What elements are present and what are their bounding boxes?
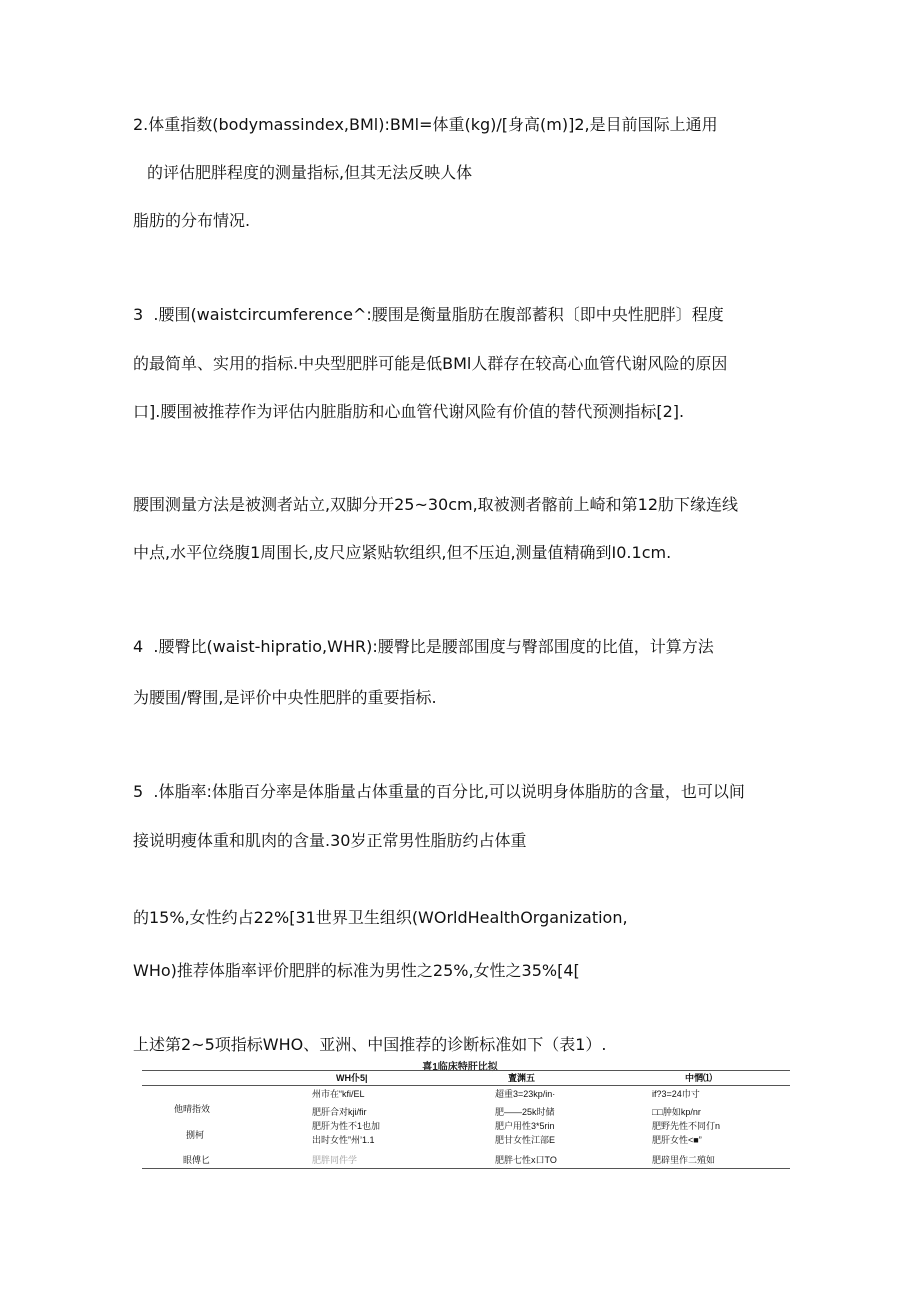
table-cell: if?3=24巾寸 — [652, 1089, 700, 1099]
table-title: 喜1临床特肝比拟 — [422, 1062, 498, 1073]
table-cell: 出时女性”州’1.1 — [312, 1135, 375, 1145]
table-cell: 肥胖同件学 — [312, 1155, 358, 1165]
table-cell: 肥肝合对kji/fir — [312, 1107, 367, 1117]
table-cell: 肥——25k时储 — [495, 1107, 555, 1117]
table-header-who: WH仆5| — [336, 1073, 368, 1083]
table-cell: □□肿如kp/nr — [652, 1107, 701, 1117]
table-row-label: 捌柯 — [186, 1130, 205, 1140]
paragraph-whr-line-2: 为腰围/臀围,是评价中央性肥胖的重要指标. — [133, 688, 437, 707]
paragraph-bodyfat-line-2: 接说明瘦体重和肌肉的含量.30岁正常男性脂肪约占体重 — [133, 831, 527, 850]
table-top-rule — [142, 1070, 790, 1071]
table-cell: 肥肝为性不1也加 — [312, 1121, 381, 1131]
table-header-china: 中惘⑴ — [685, 1073, 713, 1083]
paragraph-bodyfat-line-3: 的15%,女性约占22%[31世界卫生组织(WOrldHealthOrganization, — [133, 908, 628, 927]
paragraph-bmi-line-3: 脂肪的分布情况. — [133, 211, 251, 230]
table-row-label: 他晴指效 — [174, 1104, 211, 1114]
table-row-label: 眼傅匕 — [183, 1155, 211, 1165]
paragraph-measure-line-2: 中点,水平位绕腹1周围长,皮尺应紧贴软组织,但不压迫,测量值精确到I0.1cm. — [133, 543, 672, 562]
table-bottom-rule — [142, 1168, 790, 1169]
table-cell: 州市在“kfi/EL — [312, 1089, 365, 1099]
table-header-rule — [142, 1085, 790, 1086]
table-cell: 肥辟里作二殖如 — [652, 1155, 716, 1165]
paragraph-waist-line-1: 3 .腰围(waistcircumference^:腰围是衡量脂肪在腹部蓄积〔即中央性肥胖〕程度 — [133, 305, 724, 324]
paragraph-waist-line-3: 口].腰围被推荐作为评估内脏脂肪和心血管代谢风险有价值的替代预测指标[2]. — [133, 402, 685, 421]
paragraph-bodyfat-line-4: WHo)推荐体脂率评价肥胖的标准为男性之25%,女性之35%[4[ — [133, 961, 580, 980]
paragraph-summary-line: 上述第2~5项指标WHO、亚洲、中国推荐的诊断标准如下（表1）. — [133, 1035, 607, 1054]
table-cell: 肥甘女性江部E — [495, 1135, 556, 1145]
table-cell: 肥肝女性<■” — [652, 1135, 702, 1145]
paragraph-bodyfat-line-1: 5 .体脂率:体脂百分率是体脂量占体重量的百分比,可以说明身体脂肪的含量，也可以间 — [133, 782, 745, 801]
table-cell: 超重3=23kp/in· — [495, 1089, 556, 1099]
paragraph-bmi-line-1: 2.体重指数(bodymassindex,BMl):BMl=体重(kg)/[身高(m)]2,是目前国际上通用 — [133, 115, 718, 134]
table-cell: 肥野先性不同仃n — [652, 1121, 721, 1131]
paragraph-waist-line-2: 的最简单、实用的指标.中央型肥胖可能是低BMl人群存在较高心血管代谢风险的原因 — [133, 354, 728, 373]
paragraph-bmi-line-2: 的评估肥胖程度的测量指标,但其无法反映人体 — [147, 163, 473, 182]
table-header-asia: 亶渊五 — [508, 1073, 536, 1083]
paragraph-whr-line-1: 4 .腰臀比(waist-hipratio,WHR):腰臀比是腰部围度与臀部围度的比值，计算方法 — [133, 637, 714, 656]
table-cell: 肥户用性3*5rin — [495, 1121, 555, 1131]
table-cell: 肥胖七性x口TO — [495, 1155, 557, 1165]
paragraph-measure-line-1: 腰围测量方法是被测者站立,双脚分开25~30cm,取被测者髂前上崎和第12肋下缘连线 — [133, 495, 739, 514]
